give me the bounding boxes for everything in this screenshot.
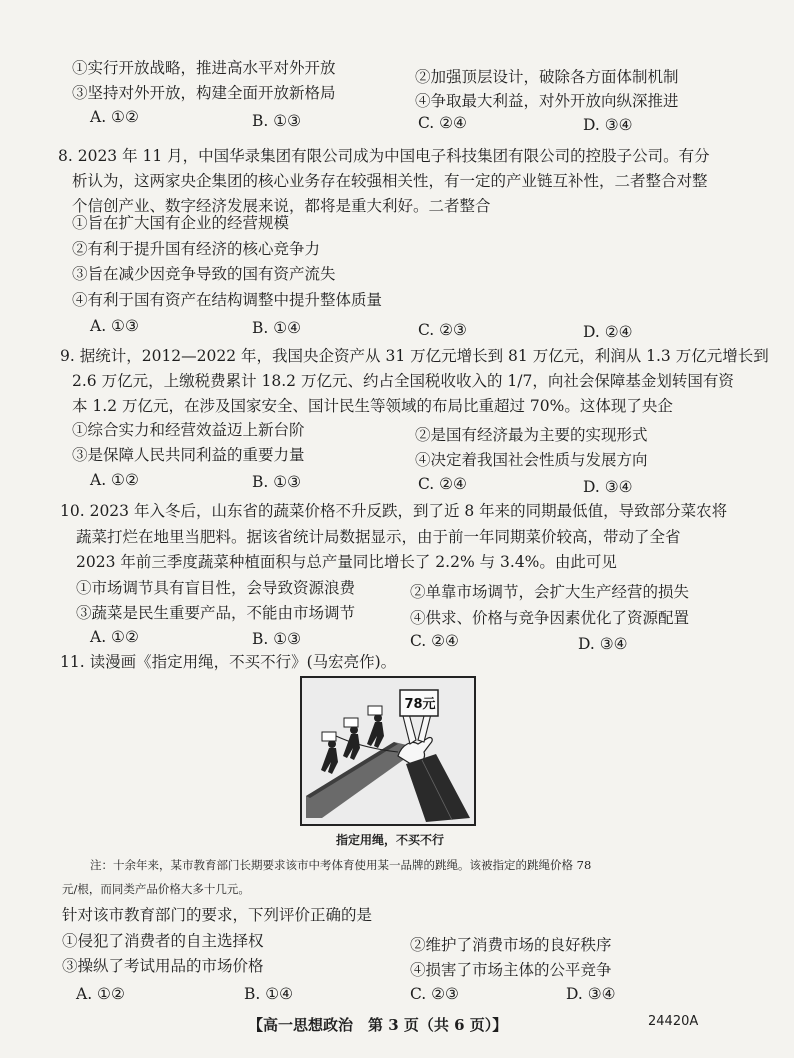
q10-stem-line2: 蔬菜打烂在地里当肥料。据该省统计局数据显示，由于前一年同期菜价较高，带动了全省	[76, 528, 681, 546]
q10-option-4: ④供求、价格与竞争因素优化了资源配置	[410, 609, 690, 627]
q7-choice-a: A. ①②	[90, 108, 139, 126]
q11-question-stem: 针对该市教育部门的要求，下列评价正确的是	[62, 906, 373, 924]
q11-note-line1: 注：十余年来，某市教育部门长期要求该市中考体育使用某一品牌的跳绳。该被指定的跳绳价格 78	[90, 858, 592, 872]
q9-stem-line3: 本 1.2 万亿元，在涉及国家安全、国计民生等领域的布局比重超过 70%。这体现了央企	[72, 397, 673, 415]
q10-option-2: ②单靠市场调节，会扩大生产经营的损失	[410, 583, 690, 601]
q9-choice-b: B. ①③	[252, 473, 302, 491]
q8-stem-line2: 析认为，这两家央企集团的核心业务存在较强相关性，有一定的产业链互补性，二者整合对整	[72, 172, 708, 190]
q9-choice-c: C. ②④	[418, 475, 467, 493]
q9-option-2: ②是国有经济最为主要的实现形式	[415, 426, 648, 444]
q11-choice-b: B. ①④	[244, 985, 294, 1003]
cartoon-caption: 指定用绳，不买不行	[336, 833, 445, 847]
page-footer-title: 【高一思想政治 第 3 页（共 6 页）】	[248, 1016, 508, 1034]
q10-choice-c: C. ②④	[410, 632, 459, 650]
q8-choice-a: A. ①③	[90, 317, 139, 335]
q10-stem-line3: 2023 年前三季度蔬菜种植面积与总产量同比增长了 2.2% 与 3.4%。由此可见	[76, 553, 617, 571]
q10-choice-b: B. ①③	[252, 630, 302, 648]
q9-option-1: ①综合实力和经营效益迈上新台阶	[72, 421, 305, 439]
cartoon-image	[300, 676, 476, 826]
q11-option-1: ①侵犯了消费者的自主选择权	[62, 932, 264, 950]
q8-choice-c: C. ②③	[418, 321, 467, 339]
q8-stem-line3: 个信创产业、数字经济发展来说，都将是重大利好。二者整合	[72, 197, 491, 215]
q7-choice-d: D. ③④	[583, 116, 633, 134]
q10-choice-a: A. ①②	[90, 628, 139, 646]
q11-choice-a: A. ①②	[76, 985, 125, 1003]
q10-option-1: ①市场调节具有盲目性，会导致资源浪费	[76, 579, 356, 597]
q9-option-4: ④决定着我国社会性质与发展方向	[415, 451, 648, 469]
q8-option-3: ③旨在减少因竞争导致的国有资产流失	[72, 265, 336, 283]
q9-choice-d: D. ③④	[583, 478, 633, 496]
q11-choice-d: D. ③④	[566, 985, 616, 1003]
q7-option-2: ②加强顶层设计，破除各方面体制机制	[415, 68, 679, 86]
q8-stem-line1: 8. 2023 年 11 月，中国华录集团有限公司成为中国电子科技集团有限公司的控股子公司。有分	[58, 147, 710, 165]
q9-option-3: ③是保障人民共同利益的重要力量	[72, 446, 305, 464]
cartoon-illustration	[302, 678, 474, 824]
q7-choice-c: C. ②④	[418, 114, 467, 132]
cartoon-price-tag: 78元	[404, 697, 436, 712]
q7-choice-b: B. ①③	[252, 112, 302, 130]
q10-stem-line1: 10. 2023 年入冬后，山东省的蔬菜价格不升反跌，到了近 8 年来的同期最低值，导致部分菜农将	[60, 502, 728, 520]
q8-choice-b: B. ①④	[252, 319, 302, 337]
q7-option-1: ①实行开放战略，推进高水平对外开放	[72, 59, 336, 77]
q8-choice-d: D. ②④	[583, 323, 633, 341]
page-footer-code: 24420A	[648, 1014, 699, 1029]
q10-choice-d: D. ③④	[578, 635, 628, 653]
q10-option-3: ③蔬菜是民生重要产品，不能由市场调节	[76, 604, 356, 622]
q9-stem-line1: 9. 据统计，2012—2022 年，我国央企资产从 31 万亿元增长到 81 万亿元，利润从 1.3 万亿元增长到	[60, 347, 769, 365]
q11-option-3: ③操纵了考试用品的市场价格	[62, 957, 264, 975]
q11-option-4: ④损害了市场主体的公平竞争	[410, 961, 612, 979]
q9-choice-a: A. ①②	[90, 471, 139, 489]
q8-option-4: ④有利于国有资产在结构调整中提升整体质量	[72, 291, 383, 309]
q11-option-2: ②维护了消费市场的良好秩序	[410, 936, 612, 954]
q11-note-line2: 元/根，而同类产品价格大多十几元。	[62, 882, 250, 896]
q11-stem-line1: 11. 读漫画《指定用绳，不买不行》(马宏亮作)。	[60, 653, 397, 671]
q8-option-1: ①旨在扩大国有企业的经营规模	[72, 214, 290, 232]
q8-option-2: ②有利于提升国有经济的核心竞争力	[72, 240, 321, 258]
q7-option-4: ④争取最大利益，对外开放向纵深推进	[415, 92, 679, 110]
q9-stem-line2: 2.6 万亿元，上缴税费累计 18.2 万亿元、约占全国税收收入的 1/7，向社会保障基金划转国有资	[72, 372, 734, 390]
q7-option-3: ③坚持对外开放，构建全面开放新格局	[72, 84, 336, 102]
q11-choice-c: C. ②③	[410, 985, 459, 1003]
